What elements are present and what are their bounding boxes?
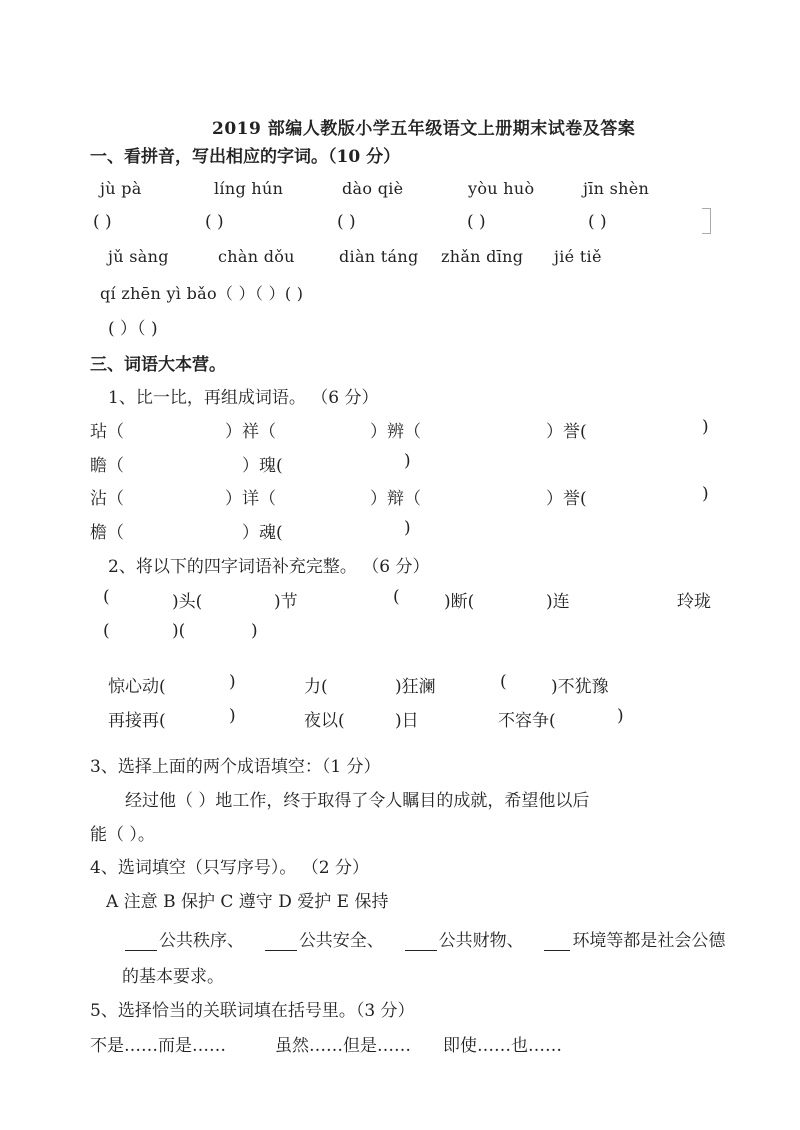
pinyin-item: chàn dǒu: [218, 247, 295, 266]
answer-blank[interactable]: ( ): [467, 212, 486, 232]
connector-option: 虽然……但是……: [275, 1036, 411, 1056]
q2-label: 2、将以下的四字词语补充完整。 （6 分）: [108, 557, 430, 577]
idiom-blank: )不犹豫: [551, 677, 609, 697]
idiom-blank: )日: [395, 711, 419, 731]
char-blank: ): [404, 518, 411, 538]
page-title: 2019 部编人教版小学五年级语文上册期末试卷及答案: [212, 119, 636, 139]
idiom-blank[interactable]: (: [103, 621, 110, 641]
char-blank[interactable]: 瞻（: [90, 456, 124, 476]
idiom-blank: )狂澜: [395, 677, 436, 697]
idiom-blank[interactable]: )(: [172, 621, 186, 641]
pinyin-row-3: qí zhēn yì bǎo（ ）（ ）( ): [100, 284, 304, 303]
section1-heading: 一、看拼音，写出相应的字词。（10 分）: [90, 147, 401, 167]
char-blank[interactable]: ）辨（: [370, 422, 421, 442]
char-blank: ): [702, 417, 709, 437]
q4-fill-line: [125, 926, 725, 951]
pinyin-item: jié tiě: [554, 247, 602, 266]
idiom-blank[interactable]: (: [393, 587, 400, 607]
char-blank[interactable]: ）瑰(: [242, 456, 283, 476]
fill-text: 公共安全、: [298, 931, 384, 951]
idiom-blank[interactable]: 惊心动(: [108, 677, 166, 697]
fill-blank[interactable]: [125, 933, 157, 951]
pinyin-item: diàn táng: [339, 247, 419, 266]
pinyin-item: zhǎn dīng: [441, 247, 524, 266]
fill-text: 环境等都是社会公德: [572, 931, 726, 951]
idiom-blank: ): [617, 706, 624, 726]
connector-option: 不是……而是……: [90, 1036, 226, 1056]
char-blank: ): [702, 484, 709, 504]
fill-blank[interactable]: [544, 933, 570, 951]
fill-blank[interactable]: [405, 933, 437, 951]
idiom-blank[interactable]: )断(: [444, 592, 475, 612]
idiom-blank: ): [229, 706, 236, 726]
char-blank[interactable]: ）详（: [225, 489, 276, 509]
q4-line-2: 的基本要求。: [122, 967, 224, 987]
section3-heading: 三、词语大本营。: [90, 355, 226, 375]
char-blank[interactable]: 玷（: [90, 422, 124, 442]
char-blank[interactable]: ）辩（: [370, 489, 421, 509]
char-blank[interactable]: 檐（: [90, 523, 124, 543]
answer-blank[interactable]: ( ): [588, 212, 607, 232]
pinyin-item: líng hún: [214, 179, 284, 198]
idiom-blank[interactable]: )头(: [172, 592, 203, 612]
char-blank[interactable]: ）魂(: [242, 523, 283, 543]
idiom-blank: ): [251, 621, 258, 641]
idiom-blank[interactable]: (: [103, 587, 110, 607]
idiom-blank[interactable]: (: [500, 672, 507, 692]
char-blank: ): [404, 451, 411, 471]
idiom-blank[interactable]: 不容争(: [498, 711, 556, 731]
answer-blank[interactable]: ( ): [337, 212, 356, 232]
q3-line-2[interactable]: 能（ ）。: [90, 825, 155, 845]
pinyin-item: jīn shèn: [583, 179, 650, 198]
answer-blank[interactable]: ( ): [93, 212, 112, 232]
q4-label: 4、选词填空（只写序号）。 （2 分）: [90, 858, 369, 878]
pinyin-item: dào qiè: [342, 179, 404, 198]
answer-paren-row-2[interactable]: ( ）（ ): [108, 319, 158, 339]
fill-blank[interactable]: [265, 933, 297, 951]
fill-text: 公共秩序、: [159, 931, 244, 951]
pinyin-item: yòu huò: [468, 179, 535, 198]
idiom-blank: ): [229, 672, 236, 692]
q5-label: 5、选择恰当的关联词填在括号里。（3 分）: [90, 1001, 415, 1021]
q4-options: A 注意 B 保护 C 遵守 D 爱护 E 保持: [106, 892, 389, 912]
q3-line-1[interactable]: 经过他（ ）地工作，终于取得了令人瞩目的成就，希望他以后: [125, 791, 590, 811]
idiom-text: 玲珑: [677, 592, 711, 612]
pinyin-item: jǔ sàng: [108, 247, 169, 266]
char-blank[interactable]: ）誉(: [546, 422, 587, 442]
q1-label: 1、比一比，再组成词语。 （6 分）: [108, 388, 379, 408]
fill-text: 公共财物、: [438, 931, 524, 951]
idiom-blank[interactable]: 再接再(: [108, 711, 166, 731]
char-blank[interactable]: ）誉(: [546, 489, 587, 509]
pinyin-item: jù pà: [100, 179, 142, 198]
answer-blank[interactable]: ( ): [205, 212, 224, 232]
bracket-mark: [702, 208, 711, 234]
idiom-blank: )节: [274, 592, 298, 612]
char-blank[interactable]: ）祥（: [225, 422, 276, 442]
idiom-blank[interactable]: 力(: [304, 677, 328, 697]
q3-label: 3、选择上面的两个成语填空：（1 分）: [90, 757, 381, 777]
idiom-blank: )连: [546, 592, 570, 612]
connector-option: 即使……也……: [443, 1036, 562, 1056]
idiom-blank[interactable]: 夜以(: [304, 711, 345, 731]
char-blank[interactable]: 沾（: [90, 489, 124, 509]
